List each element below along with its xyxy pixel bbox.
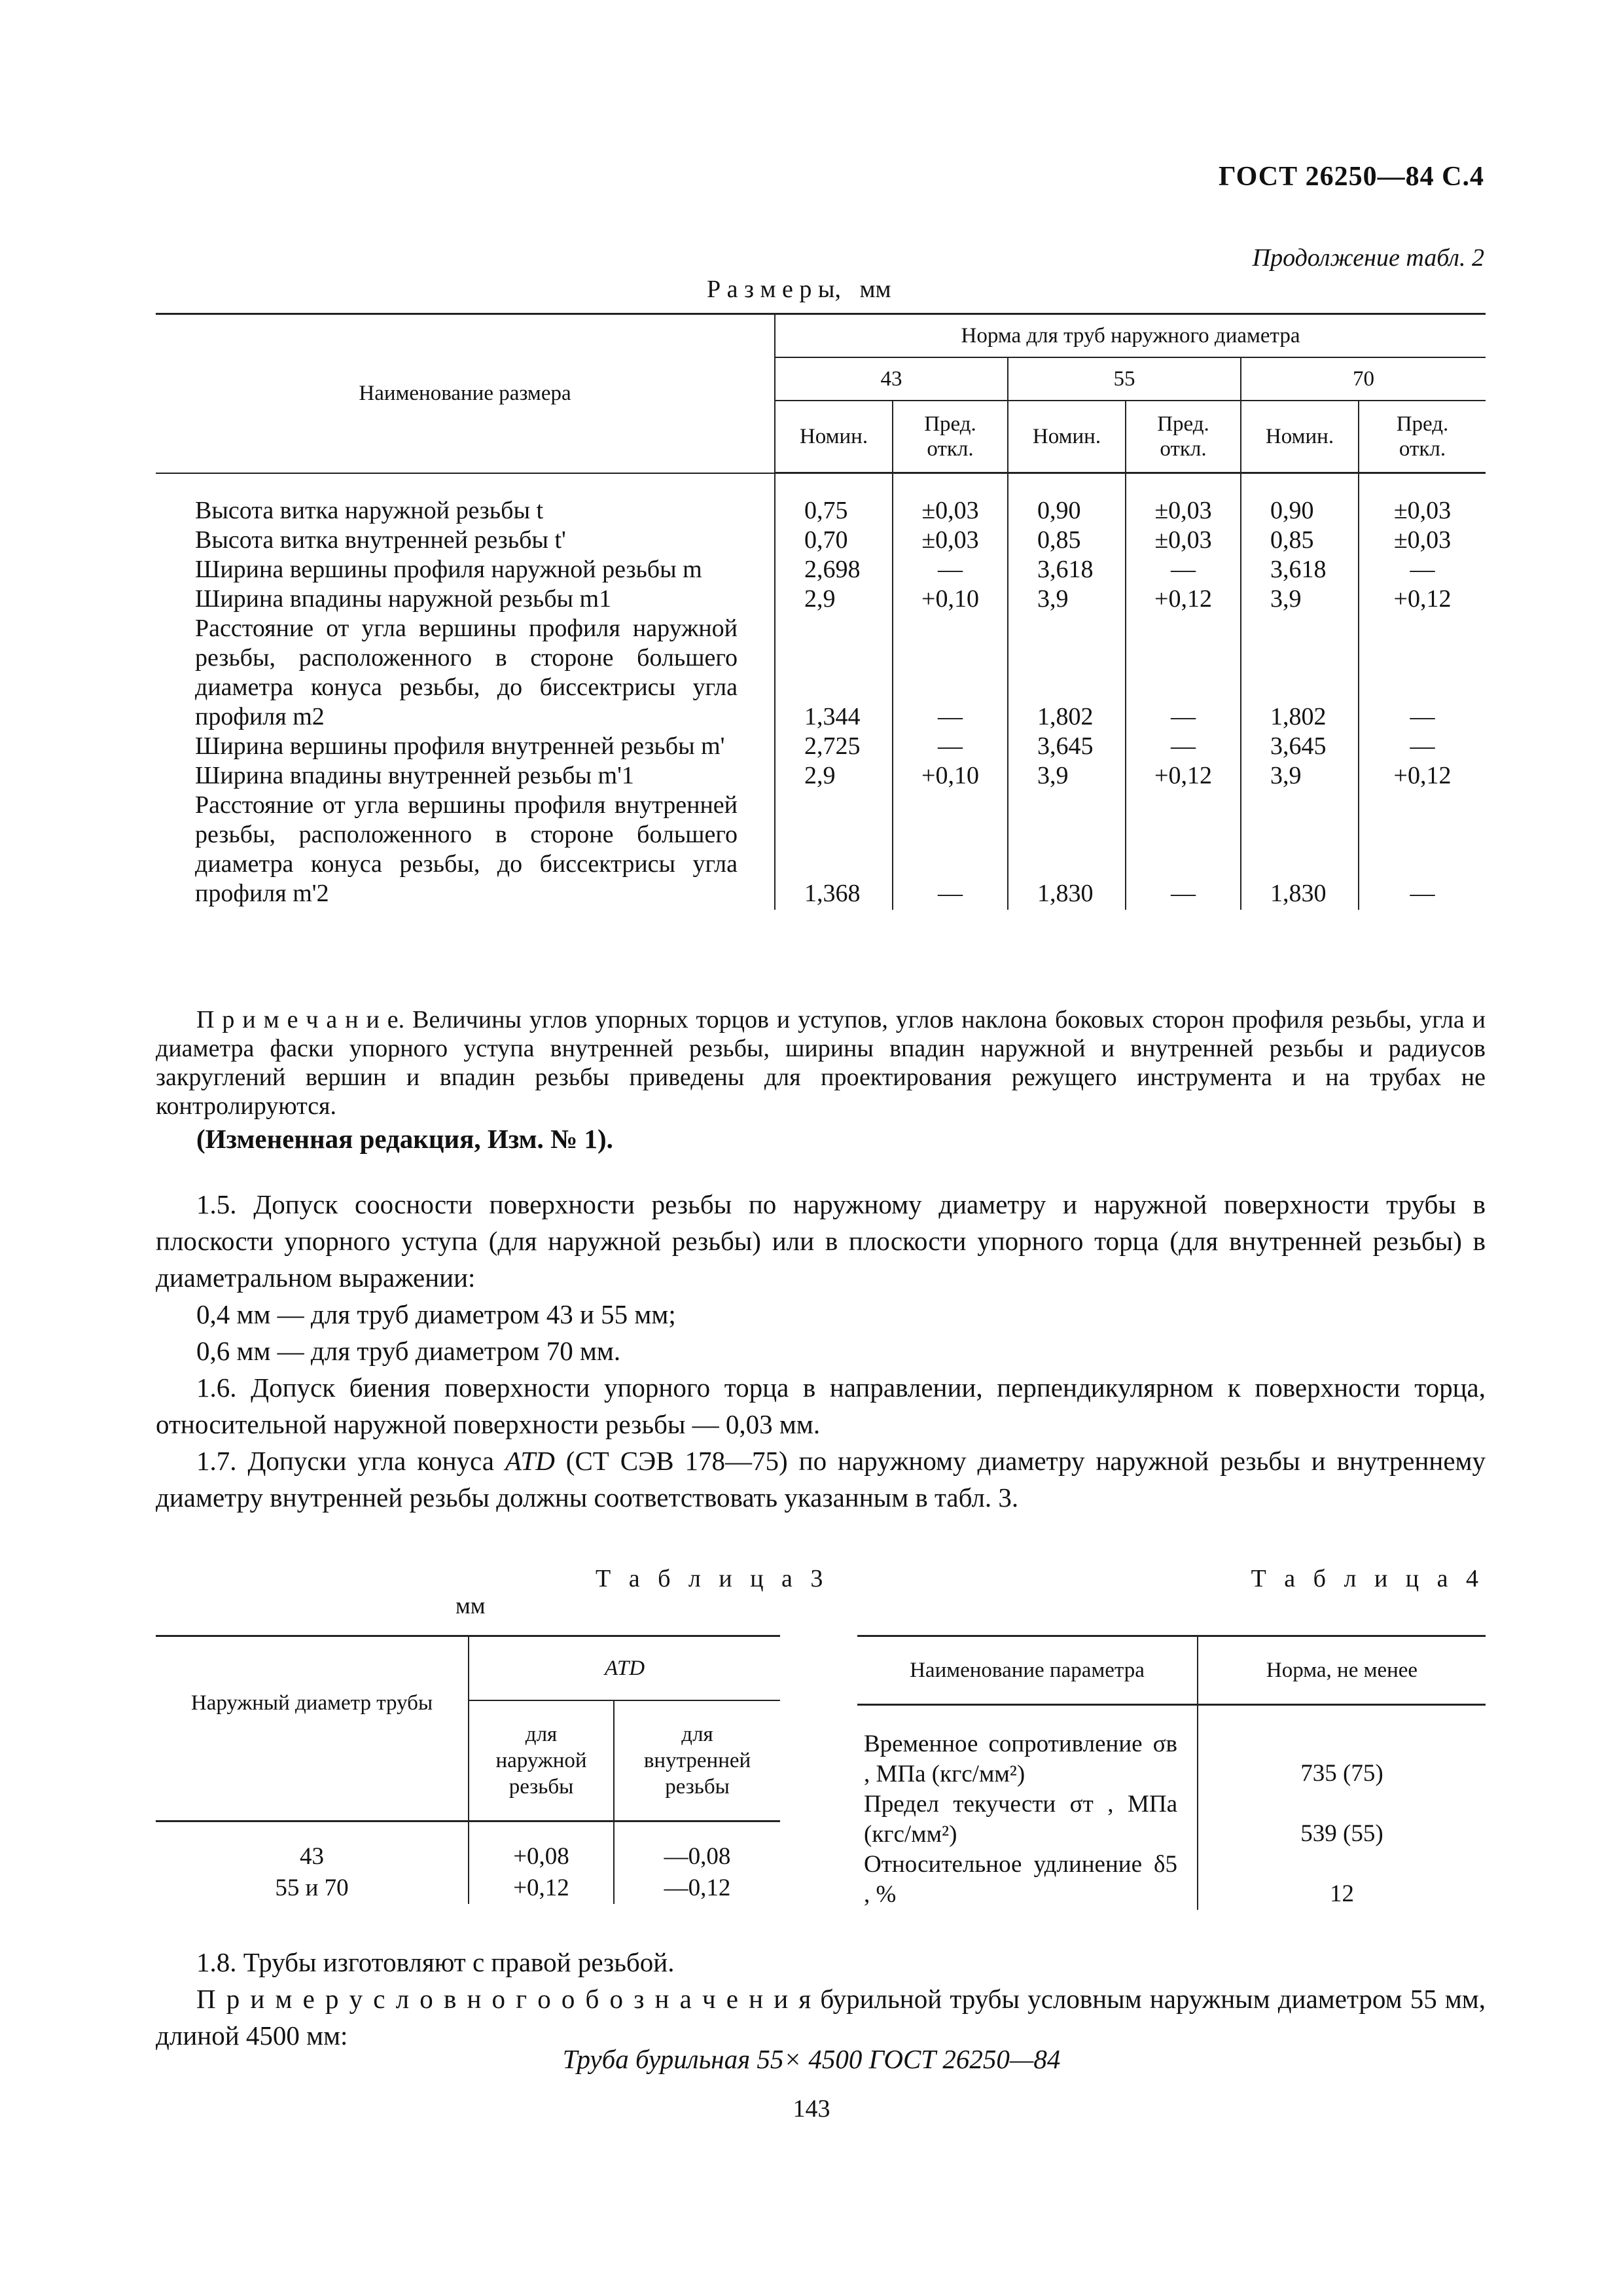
- table-row: [156, 473, 1486, 526]
- table-row: [156, 791, 1486, 910]
- cell: ±0,03: [893, 526, 1008, 555]
- col-header-diameter: 70: [1241, 357, 1486, 401]
- col-header-norm: Норма для труб наружного диаметра: [775, 314, 1486, 358]
- cell: 2,9: [775, 584, 893, 614]
- table4-caption: Т а б л и ц а 4: [1251, 1565, 1484, 1592]
- designation-label: П р и м е р у с л о в н о г о о б о з н а ч е н и я: [196, 1984, 813, 2014]
- row-name: Высота витка наружной резьбы t: [195, 497, 544, 524]
- cell: —: [1126, 614, 1241, 732]
- table-row: [857, 1789, 1486, 1850]
- cell: +0,10: [893, 584, 1008, 614]
- cell: 735 (75): [1198, 1705, 1486, 1790]
- cell: 0,90: [1008, 473, 1126, 526]
- cell: 3,645: [1241, 732, 1359, 761]
- cell: 1,802: [1241, 614, 1359, 732]
- cell: +0,08: [469, 1821, 614, 1873]
- col-header-deviation: Пред. откл.: [1359, 401, 1486, 473]
- table-continuation-label: Продолжение табл. 2: [1252, 244, 1484, 272]
- col-header-norm: Норма, не менее: [1198, 1636, 1486, 1705]
- cell: 3,618: [1241, 555, 1359, 584]
- cell: 0,90: [1241, 473, 1359, 526]
- atd-term: ATD: [505, 1446, 555, 1476]
- paragraph-1-8: 1.8. Трубы изготовляют с правой резьбой.: [196, 1947, 675, 1977]
- row-name: Временное сопротивление σв , МПа (кгс/мм²): [864, 1731, 1177, 1787]
- cell: +0,12: [1359, 761, 1486, 791]
- table-3: [156, 1635, 780, 1904]
- table-row: [857, 1850, 1486, 1910]
- designation-example: Труба бурильная 55× 4500 ГОСТ 26250—84: [562, 2044, 1061, 2074]
- col-header-nominal: Номин.: [1241, 401, 1359, 473]
- cell: —: [1359, 614, 1486, 732]
- table-row: [156, 1873, 780, 1904]
- note: [156, 1005, 1486, 1121]
- cell: ±0,03: [1359, 526, 1486, 555]
- cell: —0,12: [614, 1873, 780, 1904]
- cell: +0,10: [893, 761, 1008, 791]
- table-row: [156, 761, 1486, 791]
- cell: +0,12: [469, 1873, 614, 1904]
- cell: 1,830: [1241, 791, 1359, 910]
- paragraph-1-7: [156, 1443, 1486, 1516]
- cell: 0,70: [775, 526, 893, 555]
- col-header-nominal: Номин.: [775, 401, 893, 473]
- cell: —: [893, 732, 1008, 761]
- table-2: [156, 313, 1486, 910]
- row-name: Ширина впадины наружной резьбы m1: [195, 585, 612, 613]
- cell: 0,85: [1241, 526, 1359, 555]
- cell: 2,9: [775, 761, 893, 791]
- document-header: ГОСТ 26250—84 С.4: [1218, 162, 1484, 192]
- cell: —: [1126, 555, 1241, 584]
- cell: ±0,03: [893, 473, 1008, 526]
- row-name: Расстояние от угла вершины профиля наружной резьбы, расположенного в стороне большего диаметра конуса резьбы, до биссектрисы угла профиля m2: [195, 615, 738, 730]
- page-number: 143: [793, 2095, 830, 2123]
- table-row: [156, 555, 1486, 584]
- col-header-name: Наименование размера: [156, 314, 775, 473]
- cell: +0,12: [1126, 761, 1241, 791]
- cell: +0,12: [1359, 584, 1486, 614]
- cell: 3,618: [1008, 555, 1126, 584]
- paragraph-1-5: 1.5. Допуск соосности поверхности резьбы по наружному диаметру и наружной поверхности трубы в плоскости упорного уступа (для наружной резьбы) или в плоскости упорного торца (для внутренней резьбы) в диаметральном выражении:: [156, 1189, 1486, 1293]
- table-row: [156, 1821, 780, 1873]
- cell: 1,368: [775, 791, 893, 910]
- cell: 2,698: [775, 555, 893, 584]
- cell: 1,344: [775, 614, 893, 732]
- table3-caption: Т а б л и ц а 3: [596, 1565, 829, 1592]
- col-header-nominal: Номин.: [1008, 401, 1126, 473]
- row-name: Ширина вершины профиля внутренней резьбы m': [195, 732, 725, 760]
- cell: —: [1359, 555, 1486, 584]
- cell: 3,9: [1241, 761, 1359, 791]
- cell: 2,725: [775, 732, 893, 761]
- cell: —: [1359, 791, 1486, 910]
- row-name: Высота витка внутренней резьбы t': [195, 526, 566, 554]
- col-header-diameter: 55: [1008, 357, 1241, 401]
- row-name: Расстояние от угла вершины профиля внутренней резьбы, расположенного в стороне большего диаметра конуса резьбы, до биссектрисы угла профиля m'2: [195, 791, 738, 907]
- cell: —: [893, 555, 1008, 584]
- cell: —: [1359, 732, 1486, 761]
- table-row: [156, 732, 1486, 761]
- cell: 1,802: [1008, 614, 1126, 732]
- cell: 3,645: [1008, 732, 1126, 761]
- table-row: [857, 1705, 1486, 1790]
- table-row: [156, 614, 1486, 732]
- cell: ±0,03: [1126, 526, 1241, 555]
- note-label: П р и м е ч а н и е.: [196, 1006, 405, 1033]
- cell: 3,9: [1241, 584, 1359, 614]
- cell: 55 и 70: [275, 1874, 349, 1901]
- col-header-internal: для внутренней резьбы: [614, 1700, 780, 1821]
- cell: 12: [1198, 1850, 1486, 1910]
- table-row: [156, 584, 1486, 614]
- table-row: [156, 526, 1486, 555]
- col-header-deviation: Пред. откл.: [893, 401, 1008, 473]
- col-header-external: для наружной резьбы: [469, 1700, 614, 1821]
- cell: —: [893, 791, 1008, 910]
- col-header-atd: ATD: [469, 1636, 780, 1701]
- cell: 43: [300, 1843, 324, 1870]
- col-header-deviation: Пред. откл.: [1126, 401, 1241, 473]
- cell: —: [893, 614, 1008, 732]
- col-header-diameter: Наружный диаметр трубы: [156, 1636, 469, 1821]
- cell: 1,830: [1008, 791, 1126, 910]
- edit-note: (Измененная редакция, Изм. № 1).: [196, 1124, 613, 1154]
- cell: —0,08: [614, 1821, 780, 1873]
- col-header-parameter: Наименование параметра: [857, 1636, 1198, 1705]
- cell: 0,85: [1008, 526, 1126, 555]
- cell: 0,75: [775, 473, 893, 526]
- row-name: Относительное удлинение δ5 , %: [864, 1851, 1177, 1908]
- paragraph-1-6: 1.6. Допуск биения поверхности упорного торца в направлении, перпендикулярном к поверхности торца, относительной наружной поверхности резьбы — 0,03 мм.: [156, 1372, 1486, 1439]
- cell: 539 (55): [1198, 1789, 1486, 1850]
- paragraph-1-5-b: 0,6 мм — для труб диаметром 70 мм.: [196, 1336, 621, 1366]
- p17-end: (СТ СЭВ 178—75) по наружному диаметру наружной резьбы и внутреннему диаметру внутренней резьбы должны соответствовать указанным в табл. 3.: [156, 1446, 1486, 1513]
- note-text: Величины углов упорных торцов и уступов, углов наклона боковых сторон профиля резьбы, угла и диаметра фаски упорного уступа внутренней резьбы, ширины впадин наружной и внутренней резьбы и радиусов закруглений вершин и впадин резьбы приведены для проектирования режущего инструмента и на трубах не контролируются.: [156, 1006, 1486, 1120]
- cell: —: [1126, 791, 1241, 910]
- table2-units: Р а з м е р ы, мм: [707, 276, 891, 303]
- p17-start: 1.7. Допуски угла конуса: [196, 1446, 494, 1476]
- col-header-diameter: 43: [775, 357, 1008, 401]
- paragraph-1-5-a: 0,4 мм — для труб диаметром 43 и 55 мм;: [196, 1299, 676, 1329]
- row-name: Ширина впадины внутренней резьбы m'1: [195, 762, 634, 789]
- table3-units: мм: [455, 1592, 486, 1619]
- cell: ±0,03: [1126, 473, 1241, 526]
- cell: +0,12: [1126, 584, 1241, 614]
- cell: —: [1126, 732, 1241, 761]
- cell: ±0,03: [1359, 473, 1486, 526]
- cell: 3,9: [1008, 584, 1126, 614]
- designation-text: бурильной трубы условным наружным диаметром 55 мм, длиной 4500 мм:: [156, 1984, 1486, 2051]
- row-name: Предел текучести σт , МПа (кгс/мм²): [864, 1791, 1177, 1848]
- row-name: Ширина вершины профиля наружной резьбы m: [195, 556, 702, 583]
- table-4: [857, 1635, 1486, 1910]
- cell: 3,9: [1008, 761, 1126, 791]
